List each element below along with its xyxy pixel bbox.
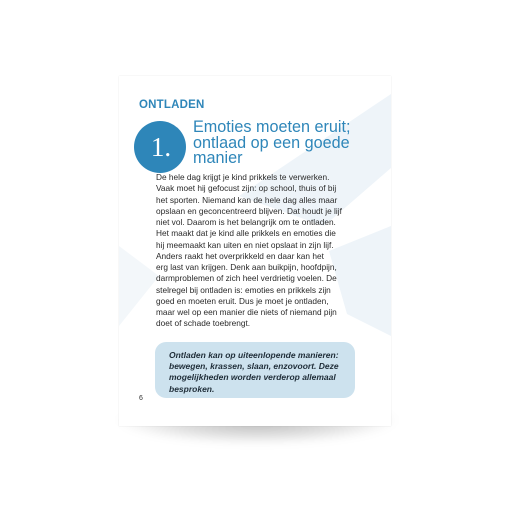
body-line: opslaan en geconcentreerd blijven. Dat houdt je lijf xyxy=(156,205,342,216)
body-line: hij meemaakt kan uiten en niet opslaat in zijn lijf. xyxy=(156,239,334,250)
page-number: 6 xyxy=(139,395,143,402)
callout-line: besproken. xyxy=(169,383,215,394)
body-line: De hele dag krijgt je kind prikkels te verwerken. xyxy=(156,172,330,182)
heading-line: manier xyxy=(193,149,243,167)
chapter-number-badge xyxy=(134,121,186,173)
body-line: Anders raakt het overprikkeld en daar kan het xyxy=(156,250,324,261)
body-line: goed en moeten eruit. Dus je moet je ontladen, xyxy=(156,295,329,306)
section-label: ONTLADEN xyxy=(139,99,205,111)
book-page xyxy=(119,76,391,426)
chapter-heading xyxy=(193,120,385,167)
heading-line: ontlaad op een goede xyxy=(193,133,350,152)
callout-line: Ontladen kan op uiteenlopende manieren: xyxy=(169,350,339,360)
body-paragraph xyxy=(156,172,374,330)
body-line: Vaak moet hij gefocust zijn: op school, thuis of bij xyxy=(156,183,337,194)
body-line: erg last van krijgen. Denk aan buikpijn, hoofdpijn, xyxy=(156,262,337,272)
body-line: het sporten. Niemand kan de hele dag alles maar xyxy=(156,194,338,205)
heading-line: Emoties moeten eruit; xyxy=(193,118,351,136)
body-line: Het maakt dat je kind alle prikkels en emoties die xyxy=(156,228,336,239)
callout-line: mogelijkheden worden verderop allemaal xyxy=(169,372,336,383)
callout-box xyxy=(155,342,355,398)
body-line: darmproblemen of zich heel verdrietig voelen. De xyxy=(156,273,337,284)
body-line: maar wel op een manier die niets of niemand pijn xyxy=(156,307,337,317)
body-line: doet of schade toebrengt. xyxy=(156,318,251,329)
chapter-number: 1. xyxy=(150,131,172,162)
callout-line: bewegen, krassen, slaan, enzovoort. Deze xyxy=(169,361,339,372)
body-line: niet vol. Daarom is het belangrijk om te ontladen. xyxy=(156,217,336,227)
body-line: stelregel bij ontladen is: emoties en prikkels zijn xyxy=(156,284,331,295)
